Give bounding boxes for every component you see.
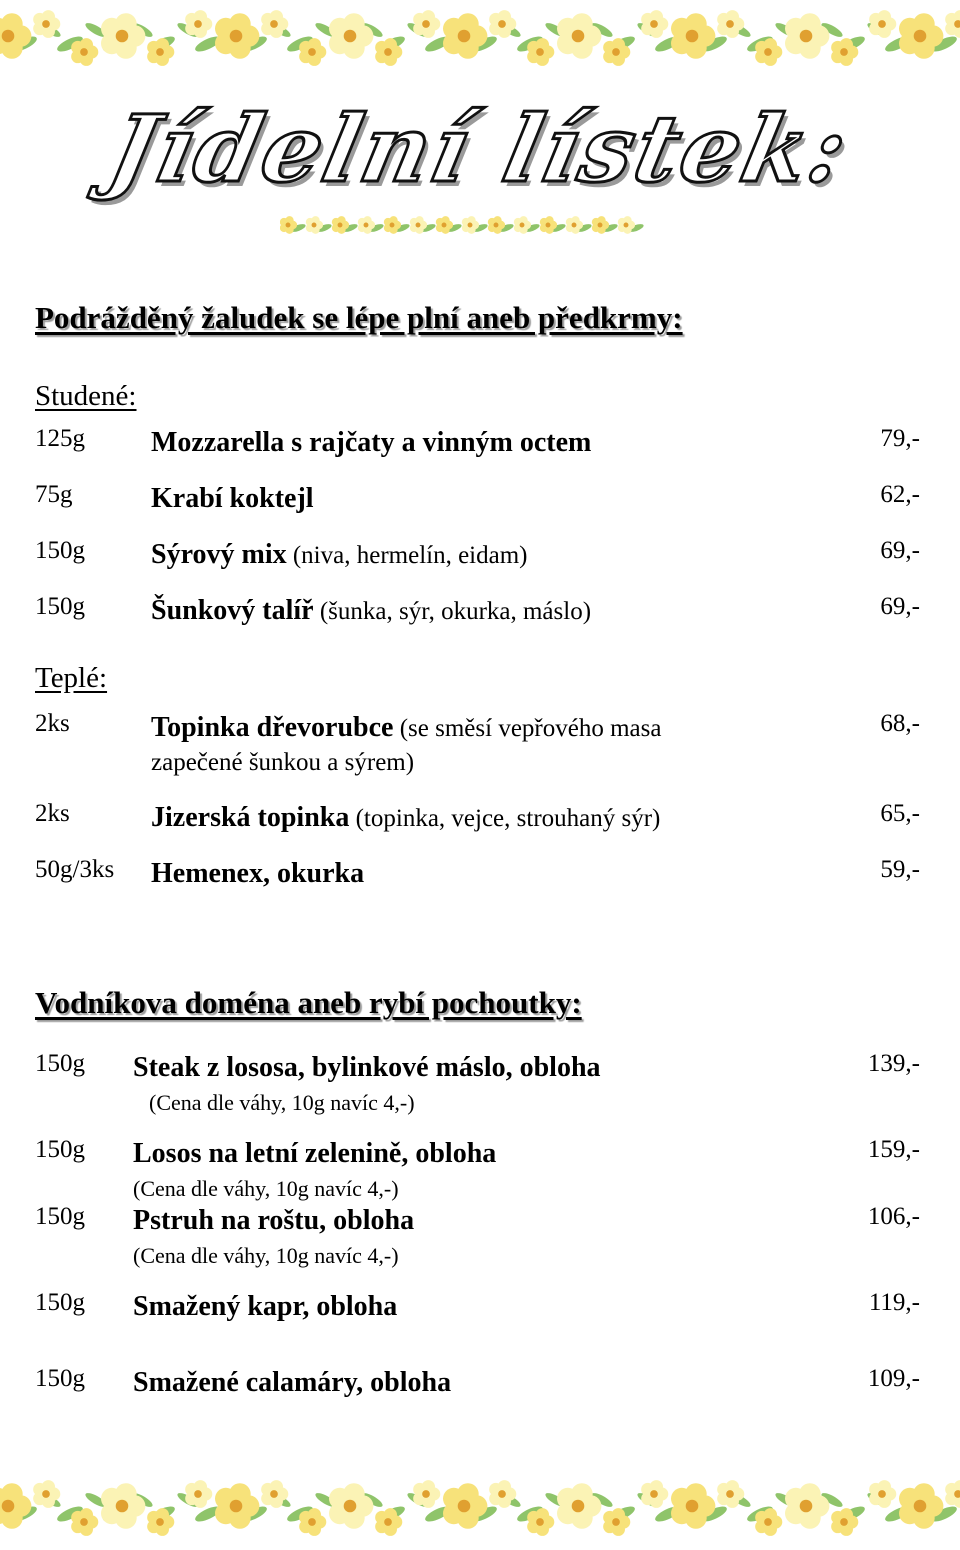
flower-icon	[755, 1508, 782, 1536]
item-name: Sýrový mix (niva, hermelín, eidam)	[151, 539, 528, 570]
flower-icon	[0, 1483, 31, 1529]
bottom-floral-border	[0, 1470, 960, 1550]
item-name: Šunkový talíř (šunka, sýr, okurka, máslo)	[151, 595, 592, 626]
flower-icon	[215, 1483, 259, 1529]
item-quantity: 150g	[35, 1050, 85, 1077]
flower-icon	[527, 1508, 554, 1536]
flower-icon	[899, 13, 943, 59]
item-quantity: 150g	[35, 593, 85, 620]
subheading-warm: Teplé:	[35, 662, 108, 694]
flower-icon	[299, 1508, 326, 1536]
flower-icon	[101, 1483, 145, 1529]
item-name: Smažený kapr, obloha	[133, 1291, 398, 1322]
item-name: Pstruh na roštu, obloha	[133, 1205, 415, 1236]
item-quantity: 150g	[35, 1136, 85, 1163]
item-quantity: 50g/3ks	[35, 856, 115, 883]
flower-icon	[101, 13, 145, 59]
flower-icon	[557, 13, 601, 59]
flower-icon	[527, 38, 554, 66]
item-price: 139,-	[867, 1050, 920, 1077]
item-name: Krabí koktejl	[151, 483, 314, 514]
top-floral-border	[0, 0, 960, 80]
item-price: 62,-	[880, 481, 920, 508]
flower-icon	[869, 10, 896, 38]
flower-icon	[71, 38, 98, 66]
item-price: 69,-	[880, 593, 920, 620]
item-price: 69,-	[880, 537, 920, 564]
flower-icon	[71, 1508, 98, 1536]
item-price: 59,-	[880, 856, 920, 883]
flower-icon	[785, 1483, 829, 1529]
item-quantity: 150g	[35, 1203, 85, 1230]
item-price: 119,-	[868, 1289, 920, 1316]
item-name: Topinka dřevorubce (se směsí vepřového masa	[151, 712, 662, 743]
subheading-cold: Studené:	[35, 380, 137, 412]
item-note: (Cena dle váhy, 10g navíc 4,-)	[133, 1176, 399, 1201]
flower-icon	[557, 1483, 601, 1529]
item-price: 79,-	[880, 425, 920, 452]
item-note: (Cena dle váhy, 10g navíc 4,-)	[133, 1243, 399, 1268]
section-heading-appetizers: Podrážděný žaludek se lépe plní aneb předkrmy:	[35, 300, 683, 335]
item-name: Steak z lososa, bylinkové máslo, obloha	[133, 1052, 601, 1083]
flower-icon	[443, 13, 487, 59]
item-price: 106,-	[867, 1203, 920, 1230]
flower-icon	[413, 1480, 440, 1508]
item-quantity: 75g	[35, 481, 73, 508]
flower-icon	[185, 10, 212, 38]
item-name: Hemenex, okurka	[151, 858, 365, 889]
item-name: Smažené calamáry, obloha	[133, 1367, 452, 1398]
item-price: 68,-	[880, 710, 920, 737]
flower-icon	[899, 1483, 943, 1529]
item-quantity: 150g	[35, 537, 85, 564]
item-quantity: 2ks	[35, 800, 70, 827]
item-price: 109,-	[867, 1365, 920, 1392]
item-name: Jizerská topinka (topinka, vejce, strouhaný sýr)	[151, 802, 661, 833]
section-heading-fish: Vodníkova doména aneb rybí pochoutky:	[35, 985, 582, 1020]
flower-icon	[945, 10, 960, 38]
item-name: Losos na letní zelenině, obloha	[133, 1138, 497, 1169]
flower-icon	[413, 10, 440, 38]
flower-icon	[215, 13, 259, 59]
item-note: (Cena dle váhy, 10g navíc 4,-)	[149, 1090, 415, 1115]
flower-icon	[299, 38, 326, 66]
item-quantity: 2ks	[35, 710, 70, 737]
flower-icon	[755, 38, 782, 66]
item-price: 159,-	[867, 1136, 920, 1163]
item-quantity: 125g	[35, 425, 85, 452]
flower-icon	[185, 1480, 212, 1508]
item-price: 65,-	[880, 800, 920, 827]
flower-icon	[329, 1483, 373, 1529]
flower-icon	[785, 13, 829, 59]
flower-icon	[945, 1480, 960, 1508]
flower-icon	[329, 13, 373, 59]
flower-icon	[641, 10, 668, 38]
item-quantity: 150g	[35, 1365, 85, 1392]
item-description-continued: zapečené šunkou a sýrem)	[151, 749, 415, 776]
flower-icon	[0, 13, 31, 59]
item-quantity: 150g	[35, 1289, 85, 1316]
item-name: Mozzarella s rajčaty a vinným octem	[151, 427, 592, 458]
flower-icon	[869, 1480, 896, 1508]
title-floral-ornament	[280, 212, 650, 240]
page-title: Jídelní lístek:	[100, 95, 860, 203]
flower-icon	[671, 1483, 715, 1529]
flower-icon	[443, 1483, 487, 1529]
flower-icon	[641, 1480, 668, 1508]
flower-icon	[671, 13, 715, 59]
